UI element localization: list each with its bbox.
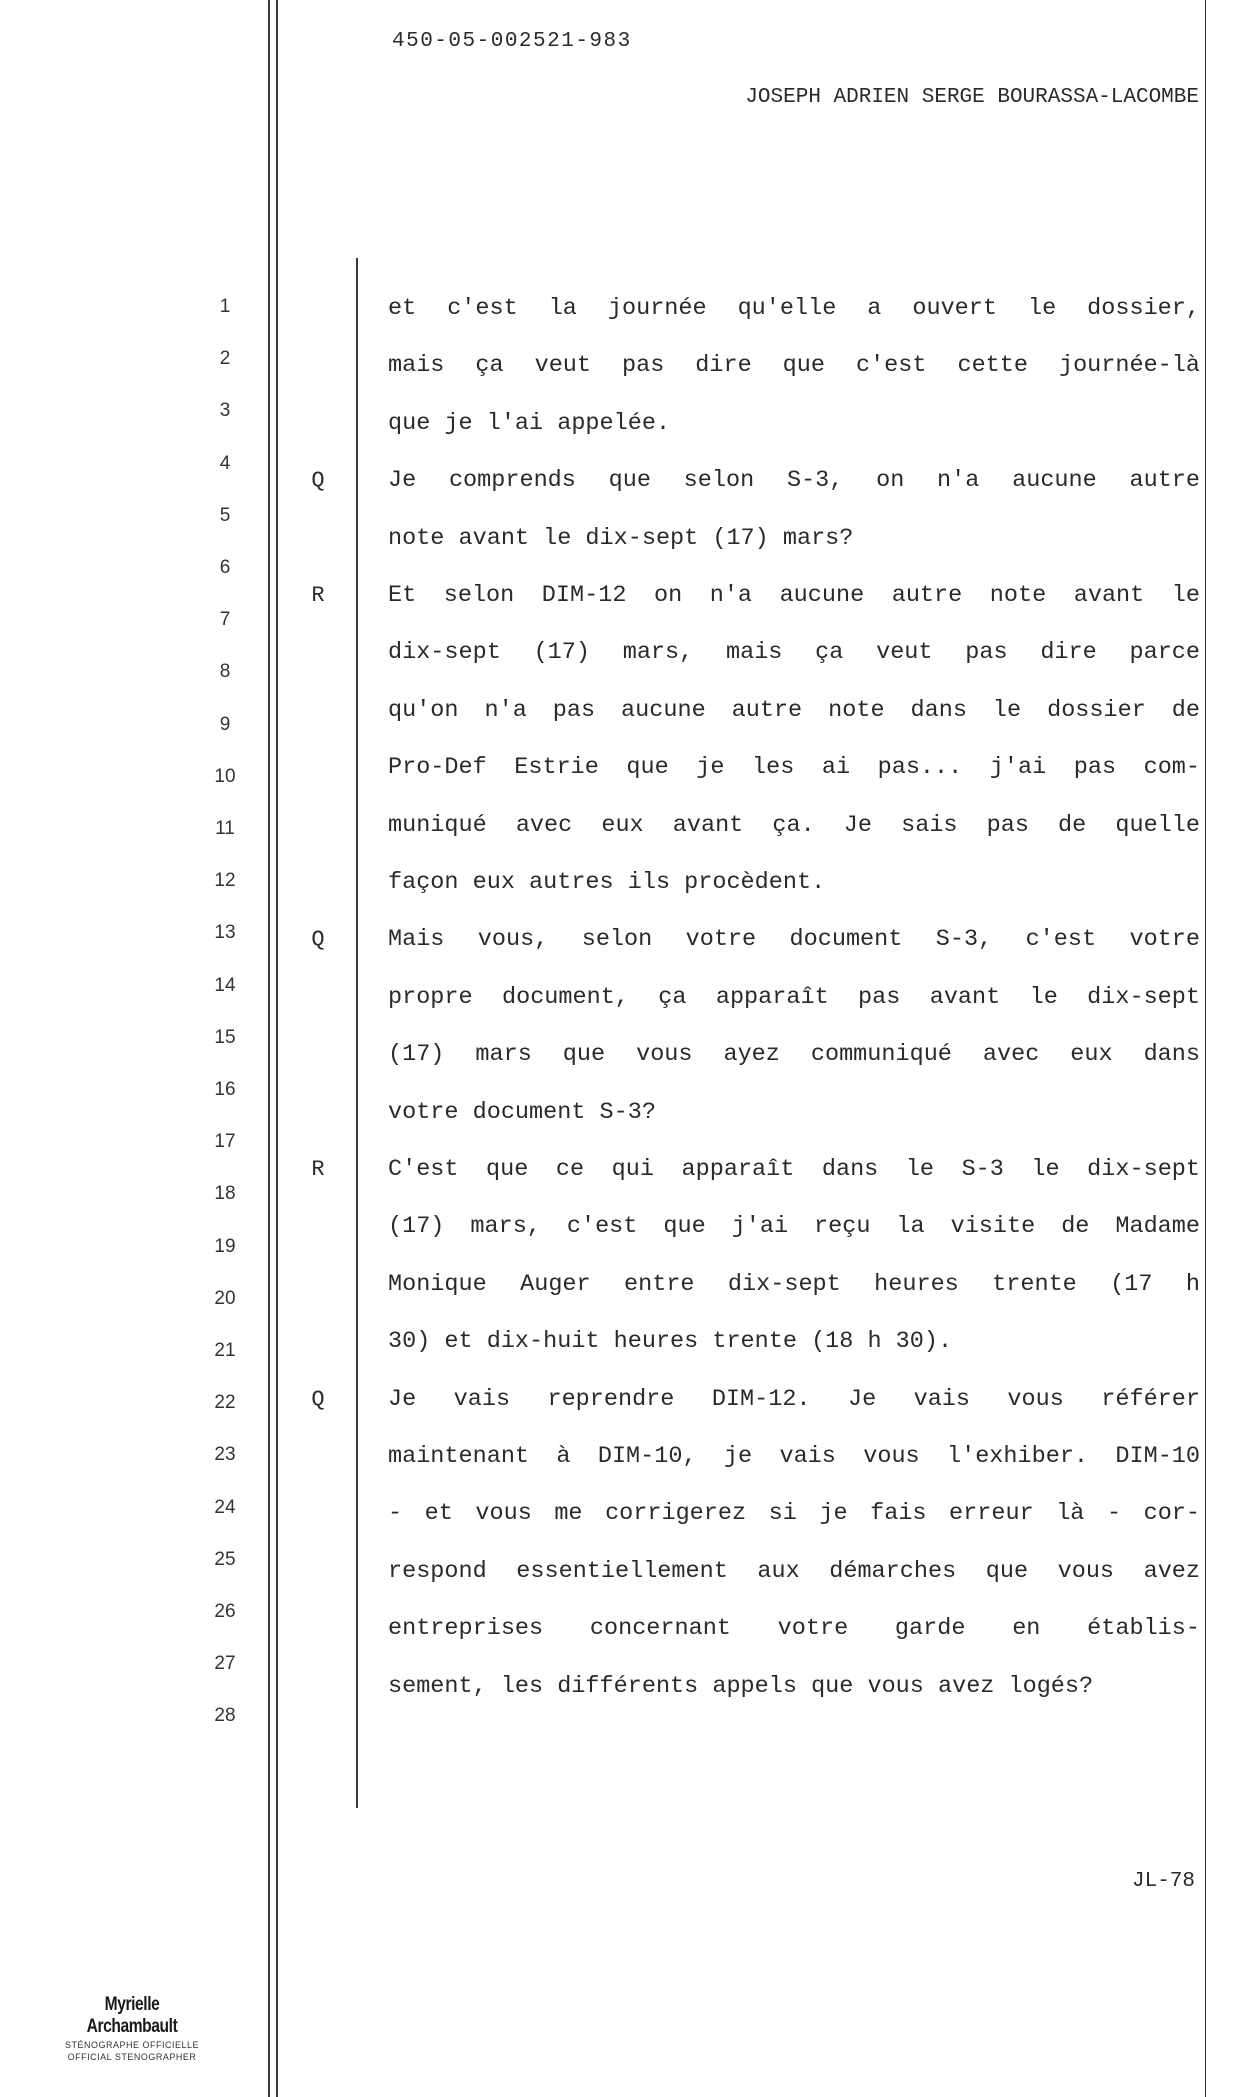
line-number: 17 bbox=[214, 1131, 236, 1152]
line-number: 25 bbox=[214, 1549, 236, 1570]
transcript-line: dix-sept (17) mars, mais ça veut pas dire parce bbox=[388, 639, 1200, 666]
line-number: 5 bbox=[219, 505, 231, 526]
transcript-line: Et selon DIM-12 on n'a aucune autre note avant le bbox=[388, 582, 1200, 609]
transcript-line: votre document S-3? bbox=[388, 1099, 656, 1126]
speaker-marker: Q bbox=[311, 927, 325, 952]
transcript-line: (17) mars, c'est que j'ai reçu la visite de Madame bbox=[388, 1213, 1200, 1240]
line-number: 9 bbox=[219, 714, 231, 735]
line-number: 15 bbox=[214, 1027, 236, 1048]
transcript-line: entreprises concernant votre garde en établis- bbox=[388, 1615, 1200, 1642]
line-number: 26 bbox=[214, 1601, 236, 1622]
transcript-line: muniqué avec eux avant ça. Je sais pas de quelle bbox=[388, 812, 1200, 839]
stenographer-stamp bbox=[42, 1994, 222, 2062]
transcript-line: Monique Auger entre dix-sept heures trente (17 h bbox=[388, 1271, 1200, 1298]
transcript-line: - et vous me corrigerez si je fais erreur là - cor- bbox=[388, 1500, 1200, 1527]
transcript-line: Pro-Def Estrie que je les ai pas... j'ai pas com- bbox=[388, 754, 1200, 781]
transcript-line: (17) mars que vous ayez communiqué avec eux dans bbox=[388, 1041, 1200, 1068]
left-margin-rule-inner bbox=[276, 0, 278, 2097]
case-number: 450-05-002521-983 bbox=[392, 30, 632, 53]
line-number: 20 bbox=[214, 1288, 236, 1309]
line-number: 7 bbox=[219, 609, 231, 630]
transcript-line: qu'on n'a pas aucune autre note dans le dossier de bbox=[388, 697, 1200, 724]
transcript-line: sement, les différents appels que vous avez logés? bbox=[388, 1673, 1094, 1700]
transcript-line: maintenant à DIM-10, je vais vous l'exhiber. DIM-10 bbox=[388, 1443, 1200, 1470]
transcript-line: que je l'ai appelée. bbox=[388, 410, 671, 437]
speaker-marker: R bbox=[311, 583, 325, 608]
line-number: 10 bbox=[214, 766, 236, 787]
stenographer-title-en: OFFICIAL STENOGRAPHER bbox=[67, 2052, 197, 2062]
line-number: 13 bbox=[214, 922, 236, 943]
line-number: 22 bbox=[214, 1392, 236, 1413]
stenographer-name: Myrielle Archambault bbox=[86, 1994, 178, 2037]
transcript-line: Je comprends que selon S-3, on n'a aucune autre bbox=[388, 467, 1200, 494]
line-number: 11 bbox=[215, 818, 235, 839]
transcript-line: respond essentiellement aux démarches que vous avez bbox=[388, 1558, 1200, 1585]
transcript-line: et c'est la journée qu'elle a ouvert le dossier, bbox=[388, 295, 1200, 322]
transcript-line: propre document, ça apparaît pas avant le dix-sept bbox=[388, 984, 1200, 1011]
line-number: 8 bbox=[219, 661, 231, 682]
line-number: 19 bbox=[214, 1236, 236, 1257]
transcript-line: façon eux autres ils procèdent. bbox=[388, 869, 826, 896]
speaker-marker: Q bbox=[311, 468, 325, 493]
transcript-line: note avant le dix-sept (17) mars? bbox=[388, 525, 854, 552]
line-number: 16 bbox=[214, 1079, 236, 1100]
line-number: 27 bbox=[214, 1653, 236, 1674]
speaker-marker: Q bbox=[311, 1387, 325, 1412]
line-number: 6 bbox=[219, 557, 231, 578]
page-reference: JL-78 bbox=[1131, 1870, 1195, 1893]
line-number: 18 bbox=[214, 1183, 236, 1204]
left-margin-rule-outer bbox=[268, 0, 270, 2097]
line-number: 21 bbox=[214, 1340, 236, 1361]
line-number: 28 bbox=[214, 1705, 236, 1726]
speaker-column-rule bbox=[356, 258, 358, 1808]
line-number: 24 bbox=[214, 1497, 236, 1518]
line-number: 23 bbox=[214, 1444, 236, 1465]
transcript-line: 30) et dix-huit heures trente (18 h 30). bbox=[388, 1328, 953, 1355]
witness-name: JOSEPH ADRIEN SERGE BOURASSA-LACOMBE bbox=[745, 86, 1199, 109]
line-number: 4 bbox=[219, 453, 231, 474]
transcript-line: C'est que ce qui apparaît dans le S-3 le dix-sept bbox=[388, 1156, 1200, 1183]
line-number: 1 bbox=[219, 296, 231, 317]
line-number: 2 bbox=[219, 348, 231, 369]
transcript-line: Je vais reprendre DIM-12. Je vais vous référer bbox=[388, 1386, 1200, 1413]
line-number: 14 bbox=[214, 975, 236, 996]
line-number: 12 bbox=[214, 870, 236, 891]
line-number: 3 bbox=[219, 400, 231, 421]
right-margin-rule bbox=[1205, 0, 1206, 2097]
speaker-marker: R bbox=[311, 1157, 325, 1182]
transcript-line: mais ça veut pas dire que c'est cette journée-là bbox=[388, 352, 1200, 379]
transcript-line: Mais vous, selon votre document S-3, c'est votre bbox=[388, 926, 1200, 953]
stenographer-title-fr: STÉNOGRAPHE OFFICIELLE bbox=[64, 2040, 200, 2050]
